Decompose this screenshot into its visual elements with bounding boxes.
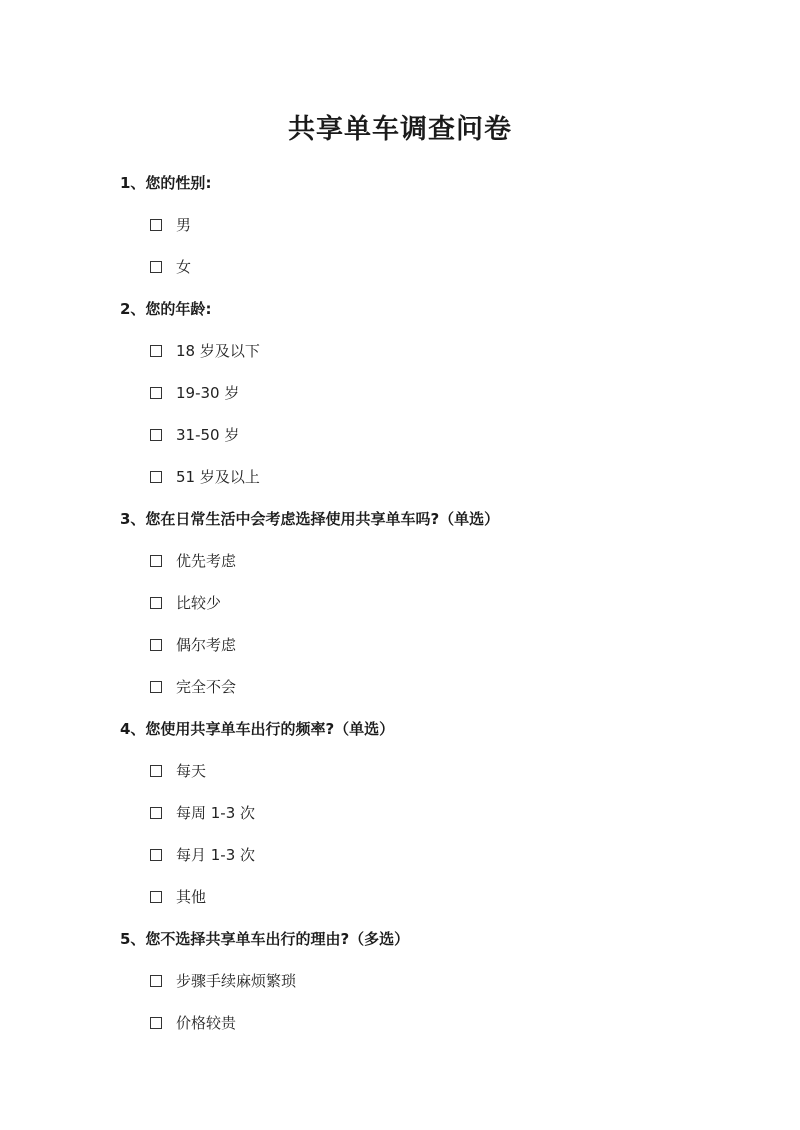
- option-age-18-below[interactable]: [0, 331, 800, 373]
- option-male[interactable]: [0, 205, 800, 247]
- option-female[interactable]: [0, 247, 800, 289]
- page-title: 共享单车调查问卷: [288, 114, 512, 145]
- question-label: 3、您在日常生活中会考虑选择使用共享单车吗?（单选）: [120, 510, 500, 528]
- option-label: 男: [176, 216, 192, 234]
- option-expensive[interactable]: [0, 1003, 800, 1045]
- option-other[interactable]: [0, 877, 800, 919]
- option-label: 51 岁及以上: [176, 468, 260, 486]
- option-label: 价格较贵: [176, 1014, 237, 1032]
- question-label: 2、您的年龄:: [120, 300, 212, 318]
- checkbox-icon[interactable]: [150, 891, 162, 903]
- checkbox-icon[interactable]: [150, 261, 162, 273]
- option-daily[interactable]: [0, 751, 800, 793]
- checkbox-icon[interactable]: [150, 387, 162, 399]
- question-reasons-not-using: [0, 919, 800, 1045]
- checkbox-icon[interactable]: [150, 555, 162, 567]
- option-never[interactable]: [0, 667, 800, 709]
- checkbox-icon[interactable]: [150, 765, 162, 777]
- question-label: 5、您不选择共享单车出行的理由?（多选）: [120, 930, 410, 948]
- question-age: [0, 289, 800, 499]
- option-monthly[interactable]: [0, 835, 800, 877]
- checkbox-icon[interactable]: [150, 975, 162, 987]
- question-frequency: [0, 709, 800, 919]
- option-label: 每周 1-3 次: [176, 804, 256, 822]
- checkbox-icon[interactable]: [150, 639, 162, 651]
- option-label: 比较少: [176, 594, 222, 612]
- question-gender: [0, 163, 800, 289]
- checkbox-icon[interactable]: [150, 219, 162, 231]
- option-weekly[interactable]: [0, 793, 800, 835]
- option-rarely[interactable]: [0, 583, 800, 625]
- option-label: 其他: [176, 888, 207, 906]
- checkbox-icon[interactable]: [150, 429, 162, 441]
- option-label: 步骤手续麻烦繁琐: [176, 972, 297, 990]
- option-label: 女: [176, 258, 192, 276]
- option-label: 每天: [176, 762, 207, 780]
- survey-questions: [0, 163, 800, 1045]
- option-label: 完全不会: [176, 678, 237, 696]
- option-age-19-30[interactable]: [0, 373, 800, 415]
- option-occasionally[interactable]: [0, 625, 800, 667]
- option-label: 18 岁及以下: [176, 342, 260, 360]
- checkbox-icon[interactable]: [150, 345, 162, 357]
- checkbox-icon[interactable]: [150, 807, 162, 819]
- option-label: 偶尔考虑: [176, 636, 237, 654]
- checkbox-icon[interactable]: [150, 681, 162, 693]
- option-age-51-above[interactable]: [0, 457, 800, 499]
- checkbox-icon[interactable]: [150, 1017, 162, 1029]
- option-priority[interactable]: [0, 541, 800, 583]
- checkbox-icon[interactable]: [150, 471, 162, 483]
- question-consider-usage: [0, 499, 800, 709]
- option-label: 19-30 岁: [176, 384, 240, 402]
- option-cumbersome-steps[interactable]: [0, 961, 800, 1003]
- checkbox-icon[interactable]: [150, 849, 162, 861]
- option-age-31-50[interactable]: [0, 415, 800, 457]
- option-label: 优先考虑: [176, 552, 237, 570]
- option-label: 31-50 岁: [176, 426, 240, 444]
- question-label: 4、您使用共享单车出行的频率?（单选）: [120, 720, 395, 738]
- checkbox-icon[interactable]: [150, 597, 162, 609]
- option-label: 每月 1-3 次: [176, 846, 256, 864]
- question-label: 1、您的性别:: [120, 174, 212, 192]
